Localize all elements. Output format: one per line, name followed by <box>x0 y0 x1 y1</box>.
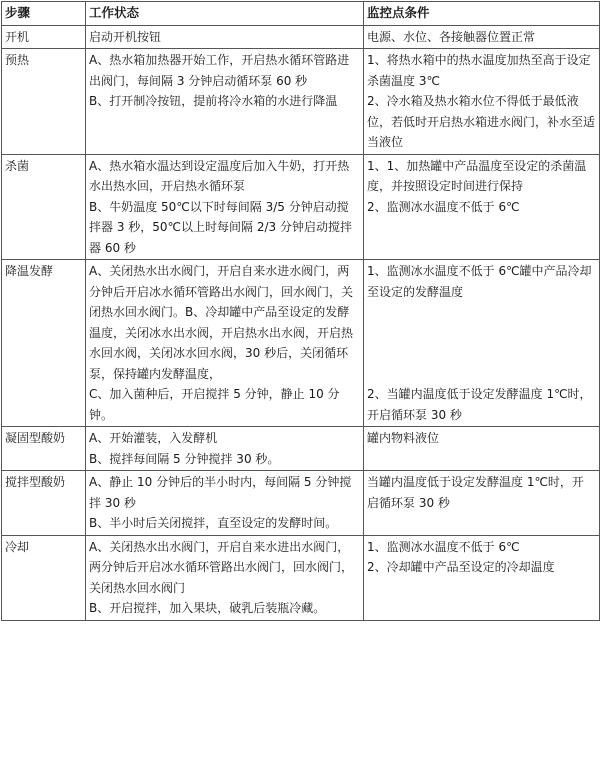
work-line: A、开始灌装，入发酵机 <box>89 431 218 445</box>
work-line: A、热水箱加热器开始工作，开启热水循环管路进出阀门，每间隔 3 分钟启动循环泵 60 秒 <box>89 53 350 88</box>
monitor-line: 1、监测冰水温度不低于 6℃罐中产品冷却至设定的发酵温度 <box>367 264 592 299</box>
header-monitor-condition: 监控点条件 <box>364 2 600 26</box>
work-line: B、开启搅拌，加入果块，破乳后装瓶冷藏。 <box>89 601 326 615</box>
process-table <box>1 1 600 621</box>
work-line: C、加入菌种后，开启搅拌 5 分钟，静止 10 分钟。 <box>89 387 340 422</box>
step-cell: 杀菌 <box>2 154 86 260</box>
work-line: A、热水箱水温达到设定温度后加入牛奶，打开热水出热水回，开启热水循环泵 <box>89 158 350 193</box>
monitor-line: 1、监测冰水温度不低于 6℃ <box>367 539 520 554</box>
table-row-stirred-yogurt <box>2 471 600 536</box>
step-cell: 开机 <box>2 25 86 49</box>
monitor-cell <box>364 260 600 427</box>
work-cell <box>86 427 364 471</box>
work-line: A、关闭热水出水阀门，开启自来水进水阀门，两分钟后开启冰水循环管路出水阀门，回水阀门，关闭热水回水阀门。B、冷却罐中产品至设定的发酵温度，关闭冰水出水阀，开启热水出水阀，开启热水回水阀，关闭冰水回水阀，30 秒后，关闭循环泵，保持罐内发酵温度， <box>89 264 354 381</box>
monitor-line: 2、当罐内温度低于设定发酵温度 1℃时，开启循环泵 30 秒 <box>367 387 592 422</box>
work-line: B、搅拌每间隔 5 分钟搅拌 30 秒。 <box>89 451 280 466</box>
work-cell <box>86 535 364 620</box>
table-row-cooling <box>2 535 600 620</box>
monitor-cell <box>364 427 600 471</box>
monitor-line: 1、1、加热罐中产品温度至设定的杀菌温度，并按照设定时间进行保持 <box>367 158 587 193</box>
monitor-cell <box>364 49 600 155</box>
work-cell <box>86 471 364 536</box>
work-line: B、打开制冷按钮，提前将冷水箱的水进行降温 <box>89 94 338 108</box>
monitor-cell <box>364 471 600 536</box>
monitor-line: 2、监测冰水温度不低于 6℃ <box>367 199 520 214</box>
step-cell: 预热 <box>2 49 86 155</box>
monitor-line: 当罐内温度低于设定发酵温度 1℃时，开启循环泵 30 秒 <box>367 475 584 510</box>
monitor-line: 1、将热水箱中的热水温度加热至高于设定杀菌温度 3℃ <box>367 53 591 88</box>
monitor-line: 罐内物料液位 <box>367 431 440 445</box>
monitor-line: 2、冷水箱及热水箱水位不得低于最低液位，若低时开启热水箱进水阀门，补水至适当液位 <box>367 94 596 149</box>
step-cell: 降温发酵 <box>2 260 86 427</box>
table-row-set-yogurt <box>2 427 600 471</box>
monitor-line: 2、冷却罐中产品至设定的冷却温度 <box>367 560 555 574</box>
table-row-sterilize <box>2 154 600 260</box>
monitor-cell <box>364 25 600 49</box>
monitor-cell <box>364 535 600 620</box>
work-cell <box>86 49 364 155</box>
monitor-line: 电源、水位、各接触器位置正常 <box>367 29 536 44</box>
monitor-cell <box>364 154 600 260</box>
header-work-state: 工作状态 <box>86 2 364 26</box>
work-cell <box>86 154 364 260</box>
work-line: A、静止 10 分钟后的半小时内，每间隔 5 分钟搅拌 30 秒 <box>89 475 352 510</box>
work-line: B、半小时后关闭搅拌，直至设定的发酵时间。 <box>89 516 338 530</box>
spacer <box>367 302 595 384</box>
work-line: 启动开机按钮 <box>89 29 162 44</box>
work-line: B、牛奶温度 50℃以下时每间隔 3/5 分钟启动搅拌器 3 秒，50℃以上时每间隔 2/3 分钟启动搅拌器 60 秒 <box>89 199 352 255</box>
step-cell: 搅拌型酸奶 <box>2 471 86 536</box>
table-row-preheat <box>2 49 600 155</box>
header-step: 步骤 <box>2 2 86 26</box>
header-row <box>2 2 600 26</box>
step-cell: 冷却 <box>2 535 86 620</box>
table-row-cooling-fermentation <box>2 260 600 427</box>
step-cell: 凝固型酸奶 <box>2 427 86 471</box>
work-line: A、关闭热水出水阀门，开启自来水进出水阀门，两分钟后开启冰水循环管路出水阀门，回水阀门，关闭热水回水阀门 <box>89 539 354 595</box>
work-cell <box>86 260 364 427</box>
work-cell <box>86 25 364 49</box>
table-row-startup <box>2 25 600 49</box>
